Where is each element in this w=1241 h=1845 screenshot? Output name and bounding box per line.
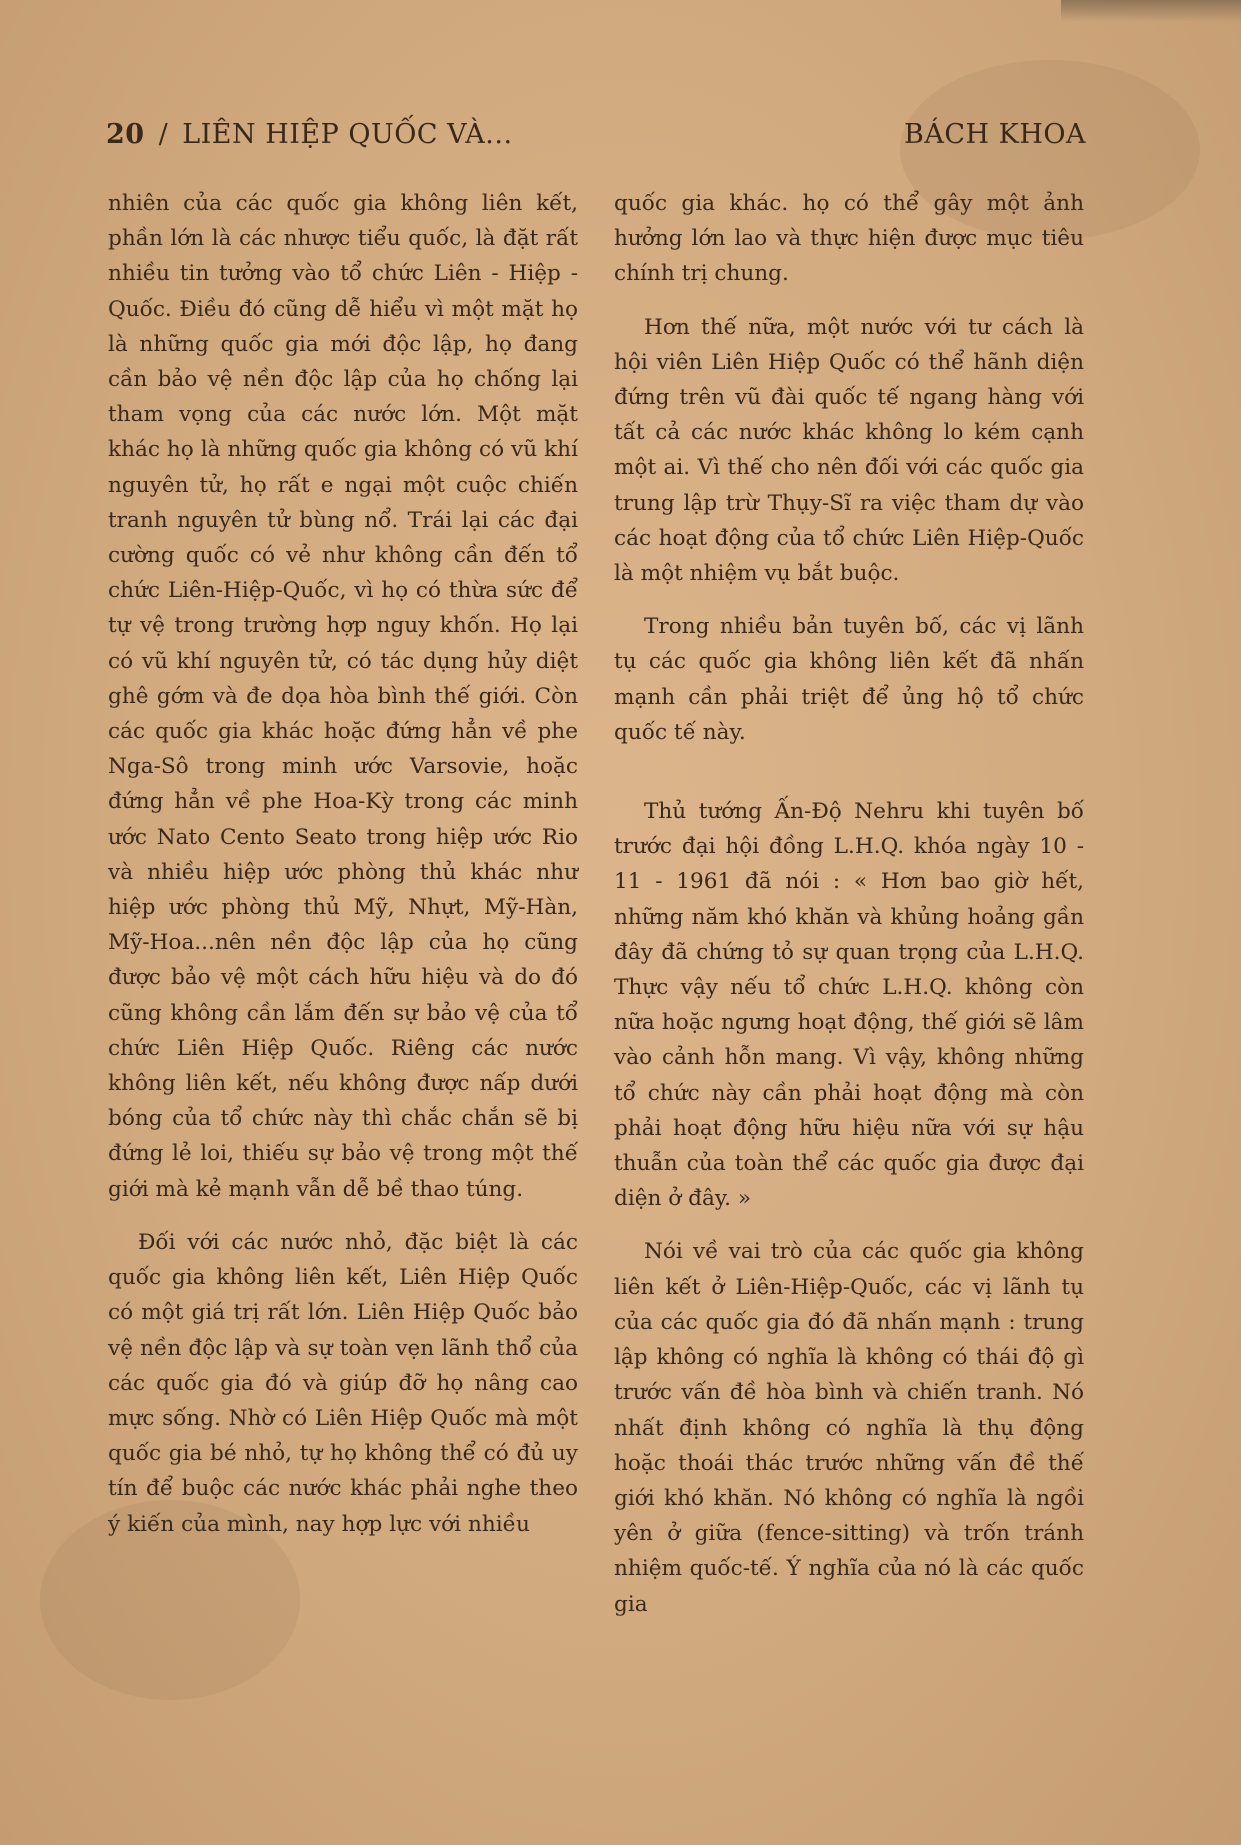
paragraph: nhiên của các quốc gia không liên kết, phần lớn là các nhược tiểu quốc, là đặt rất nhiều tin tưởng vào tổ chức Liên - Hiệp - Quốc. Điều đó cũng dễ hiểu vì một mặt họ là những quốc gia mới độc lập, họ đang cần bảo vệ nền độc lập của họ chống lại tham vọng của các nước lớn. Một mặt khác họ là những quốc gia không có vũ khí nguyên tử, họ rất e ngại một cuộc chiến tranh nguyên tử bùng nổ. Trái lại các đại cường quốc có vẻ như không cần đến tổ chức Liên-Hiệp-Quốc, vì họ có thừa sức để tự vệ trong trường hợp nguy khốn. Họ lại có vũ khí nguyên tử, có tác dụng hủy diệt ghê gớm và đe dọa hòa bình thế giới. Còn các quốc gia khác hoặc đứng hẳn về phe Nga-Sô trong minh ước Varsovie, hoặc đứng hẳn về phe Hoa-Kỳ trong các minh ước Nato Cento Seato trong hiệp ước Rio và nhiều hiệp ước phòng thủ khác như hiệp ước phòng thủ Mỹ, Nhựt, Mỹ-Hàn, Mỹ-Hoa...nên nền độc lập của họ cũng được bảo vệ một cách hữu hiệu và do đó cũng không cần lắm đến sự bảo vệ của tổ chức Liên Hiệp Quốc. Riêng các nước không liên kết, nếu không được nấp dưới bóng của tổ chức này thì chắc chắn sẽ bị đứng lẻ loi, thiếu sự bảo vệ trong một thế giới mà kẻ mạnh vẫn dễ bề thao túng. [108, 191, 578, 1202]
page-header [106, 112, 1086, 156]
magazine-name: BÁCH KHOA [904, 118, 1086, 150]
header-separator: / [158, 118, 169, 150]
paragraph: Đối với các nước nhỏ, đặc biệt là các quốc gia không liên kết, Liên Hiệp Quốc có một giá trị rất lớn. Liên Hiệp Quốc bảo vệ nền độc lập và sự toàn vẹn lãnh thổ của các quốc gia đó và giúp đỡ họ nâng cao mực sống. Nhờ có Liên Hiệp Quốc mà một quốc gia bé nhỏ, tự họ không thể có đủ uy tín để buộc các nước khác phải nghe theo ý kiến của mình, nay hợp lực với nhiều [108, 1229, 578, 1537]
page-edge-shadow [1061, 0, 1241, 22]
paragraph: Trong nhiều bản tuyên bố, các vị lãnh tụ các quốc gia không liên kết đã nhấn mạnh cần phải triệt để ủng hộ tổ chức quốc tế này. [614, 614, 1084, 745]
right-column [614, 186, 1084, 1622]
article-title: LIÊN HIỆP QUỐC VÀ... [182, 118, 513, 150]
paragraph: Nói về vai trò của các quốc gia không liên kết ở Liên-Hiệp-Quốc, các vị lãnh tụ của các quốc gia đó đã nhấn mạnh : trung lập không có nghĩa là không có thái độ gì trước vấn đề hòa bình và chiến tranh. Nó nhất định không có nghĩa là thụ động hoặc thoái thác trước những vấn đề thế giới khó khăn. Nó không có nghĩa là ngồi yên ở giữa (fence-sitting) và trốn tránh nhiệm quốc-tế. Ý nghĩa của nó là các quốc gia [614, 1239, 1084, 1617]
left-column [108, 186, 578, 1542]
paragraph: quốc gia khác. họ có thể gây một ảnh hưởng lớn lao và thực hiện được mục tiêu chính trị chung. [614, 191, 1084, 287]
paragraph: Hơn thế nữa, một nước với tư cách là hội viên Liên Hiệp Quốc có thể hãnh diện đứng trên vũ đài quốc tế ngang hàng với tất cả các nước khác không lo kém cạnh một ai. Vì thế cho nên đối với các quốc gia trung lập trừ Thụy-Sĩ ra việc tham dự vào các hoạt động của tổ chức Liên Hiệp-Quốc là một nhiệm vụ bắt buộc. [614, 314, 1084, 587]
paragraph: Thủ tướng Ấn-Độ Nehru khi tuyên bố trước đại hội đồng L.H.Q. khóa ngày 10 - 11 - 1961 đã nói : « Hơn bao giờ hết, những năm khó khăn và khủng hoảng gần đây đã chứng tỏ sự quan trọng của L.H.Q. Thực vậy nếu tổ chức L.H.Q. không còn nữa hoặc ngưng hoạt động, thế giới sẽ lâm vào cảnh hỗn mang. Vì vậy, không những tổ chức này cần phải hoạt động mà còn phải hoạt động hữu hiệu nữa với sự hậu thuẫn của toàn thể các quốc gia được đại diện ở đây. » [614, 799, 1084, 1212]
page-number: 20 [106, 118, 145, 150]
